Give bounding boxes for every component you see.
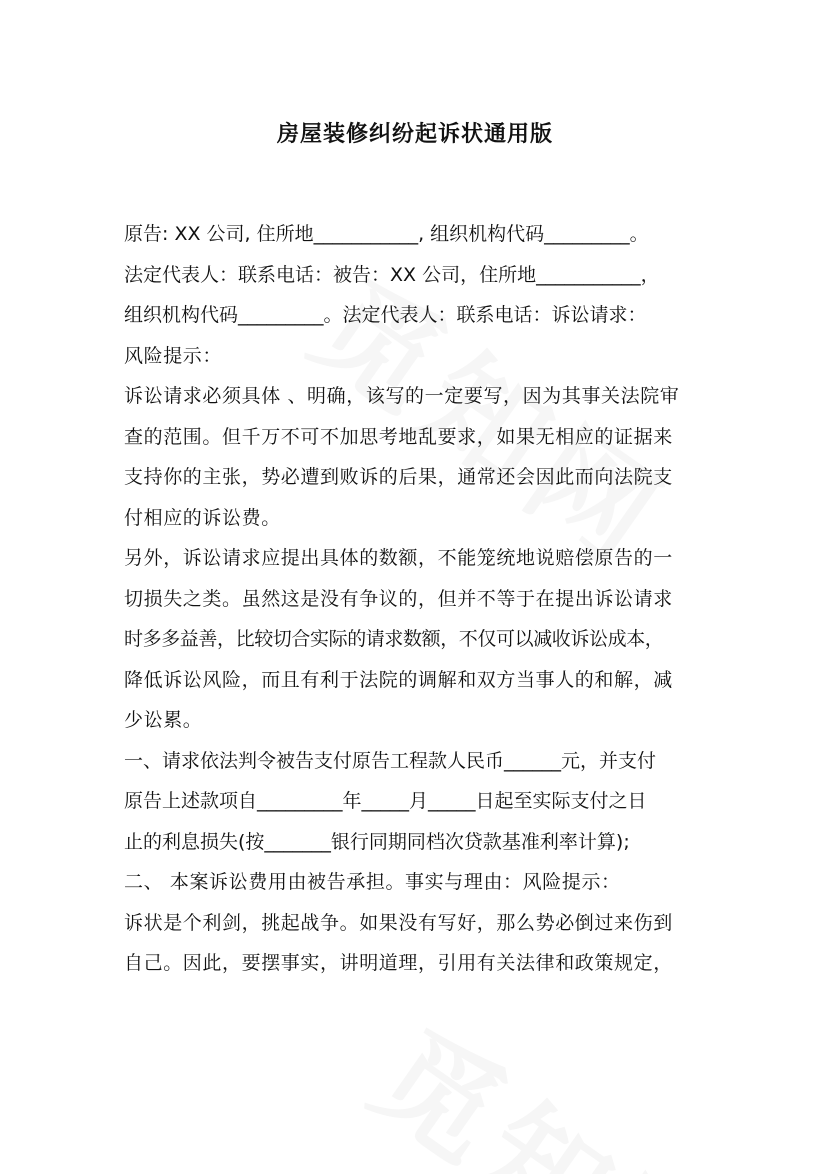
document-body xyxy=(124,214,714,984)
body-line: 查的范围。但千万不可不加思考地乱要求，如果无相应的证据来 xyxy=(124,425,673,448)
body-line: 法定代表人：联系电话：被告：XX 公司，住所地___________， xyxy=(124,263,660,286)
body-line: 另外，诉讼请求应提出具体的数额，不能笼统地说赔偿原告的一 xyxy=(124,547,673,569)
body-line: 一、请求依法判令被告支付原告工程款人民币______元，并支付 xyxy=(124,749,657,772)
body-line: 诉状是个利剑，挑起战争。如果没有写好，那么势必倒过来伤到 xyxy=(124,911,673,934)
body-line: 支持你的主张，势必遭到败诉的后果，通常还会因此而向法院支 xyxy=(124,466,673,488)
body-line: 止的利息损失(按_______银行同期同档次贷款基准利率计算); xyxy=(124,830,630,853)
body-line: 诉讼请求必须具体 、明确，该写的一定要写，因为其事关法院审 xyxy=(124,385,680,407)
body-line: 降低诉讼风险，而且有利于法院的调解和双方当事人的和解，减 xyxy=(124,668,673,691)
body-line: 二、 本案诉讼费用由被告承担。事实与理由：风险提示： xyxy=(124,871,621,893)
watermark xyxy=(346,984,764,1174)
body-line: 原告上述款项自_________年_____月_____日起至实际支付之日 xyxy=(124,790,647,812)
body-line: 时多多益善，比较切合实际的请求数额，不仅可以减收诉讼成本， xyxy=(124,628,664,650)
body-line: 付相应的诉讼费。 xyxy=(124,506,281,529)
body-line: 风险提示： xyxy=(124,344,223,367)
body-line: 切损失之类。虽然这是没有争议的，但并不等于在提出诉讼请求 xyxy=(124,587,673,610)
body-line: 原告: XX 公司, 住所地___________, 组织机构代码_________。 xyxy=(124,223,649,245)
document-title: 房屋装修纠纷起诉状通用版 xyxy=(276,122,553,147)
body-line: 自己。因此，要摆事实，讲明道理，引用有关法律和政策规定， xyxy=(124,952,673,974)
body-line: 少讼累。 xyxy=(124,709,203,731)
body-line: 组织机构代码_________。法定代表人：联系电话：诉讼请求： xyxy=(124,304,647,326)
